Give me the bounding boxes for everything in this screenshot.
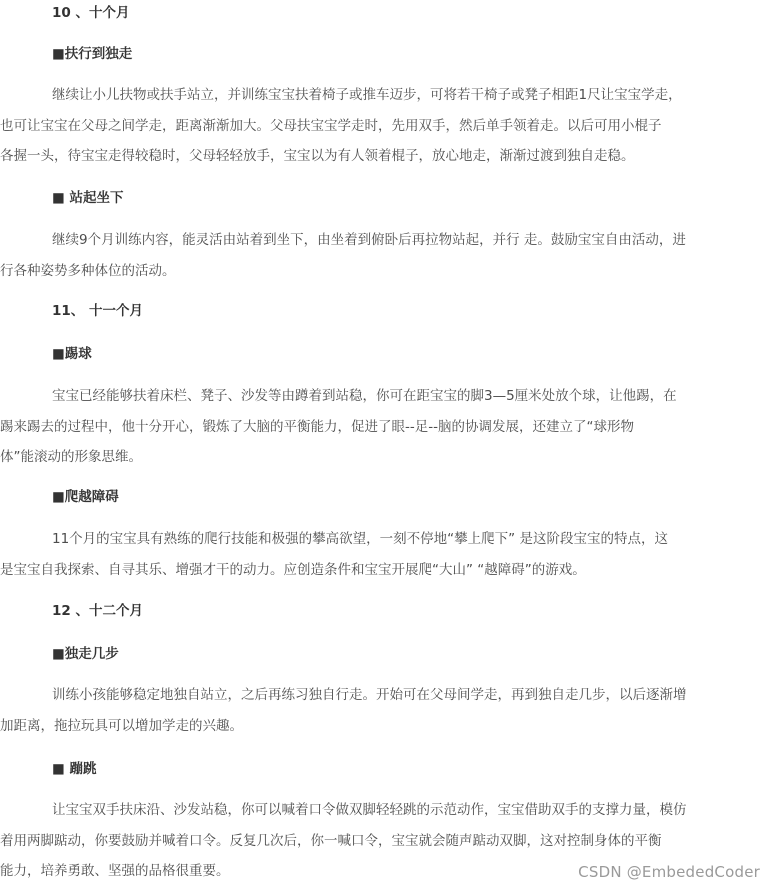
paragraph-line: 宝宝已经能够扶着床栏、凳子、沙发等由蹲着到站稳，你可在距宝宝的脚3—5厘米处放个球，让他踢，在 [52, 388, 677, 404]
paragraph-line: 继续让小儿扶物或扶手站立，并训练宝宝扶着椅子或推车迈步，可将若干椅子或凳子相距1尺让宝宝学走， [52, 87, 682, 103]
paragraph-line: 各握一头，待宝宝走得较稳时，父母轻轻放手，宝宝以为有人领着棍子，放心地走，渐渐过渡到独自走稳。 [0, 148, 635, 164]
paragraph-line: 行各种姿势多种体位的活动。 [0, 262, 176, 279]
subheading-jump: ■ 蹦跳 [52, 761, 97, 777]
month-heading-10: 10 、十个月 [52, 5, 130, 21]
month-heading-12: 12 、十二个月 [52, 603, 143, 619]
paragraph-line: 体”能滚动的形象思维。 [0, 449, 142, 465]
paragraph-walk-few-steps [0, 680, 764, 741]
subheading-stand-sit: ■ 站起坐下 [52, 190, 124, 206]
paragraph-line: 训练小孩能够稳定地独自站立，之后再练习独自行走。开始可在父母间学走，再到独自走几步，以后逐渐增 [52, 687, 687, 703]
paragraph-line: 着用两脚踮动，你要鼓励并喊着口令。反复几次后，你一喊口令，宝宝就会随声踮动双脚，这对控制身体的平衡 [0, 832, 662, 849]
month-heading-11: 11、 十一个月 [52, 303, 143, 319]
paragraph-stand-sit [0, 225, 764, 286]
paragraph-line: 继续9个月训练内容，能灵活由站着到坐下，由坐着到俯卧后再拉物站起，并行 走。鼓励宝宝自由活动，进 [52, 232, 686, 248]
paragraph-line: 加距离，拖拉玩具可以增加学走的兴趣。 [0, 717, 243, 734]
paragraph-line: 11个月的宝宝具有熟练的爬行技能和极强的攀高欲望，一刻不停地“攀上爬下” 是这阶段宝宝的特点，这 [52, 531, 668, 547]
paragraph-kick-ball [0, 381, 764, 473]
paragraph-line: 是宝宝自我探索、自寻其乐、增强才干的动力。应创造条件和宝宝开展爬“大山” “越障碍”的游戏。 [0, 561, 586, 578]
subheading-kick-ball: ■踢球 [52, 346, 92, 362]
paragraph-line: 让宝宝双手扶床沿、沙发站稳，你可以喊着口令做双脚轻轻跳的示范动作，宝宝借助双手的支撑力量，模仿 [52, 802, 687, 818]
paragraph-climb-obstacles [0, 524, 764, 585]
subheading-climb-obstacles: ■爬越障碍 [52, 489, 119, 505]
paragraph-line: 也可让宝宝在父母之间学走，距离渐渐加大。父母扶宝宝学走时，先用双手，然后单手领着走。以后可用小棍子 [0, 117, 662, 134]
csdn-watermark: CSDN @EmbededCoder [578, 863, 760, 881]
paragraph-line: 能力，培养勇敢、坚强的品格很重要。 [0, 863, 230, 879]
paragraph-line: 踢来踢去的过程中，他十分开心，锻炼了大脑的平衡能力，促进了眼--足--脑的协调发展，还建立了“球形物 [0, 418, 634, 435]
subheading-walk-few-steps: ■独走几步 [52, 646, 119, 662]
subheading-walk-with-support: ■扶行到独走 [52, 46, 133, 62]
paragraph-walk-with-support [0, 80, 764, 172]
